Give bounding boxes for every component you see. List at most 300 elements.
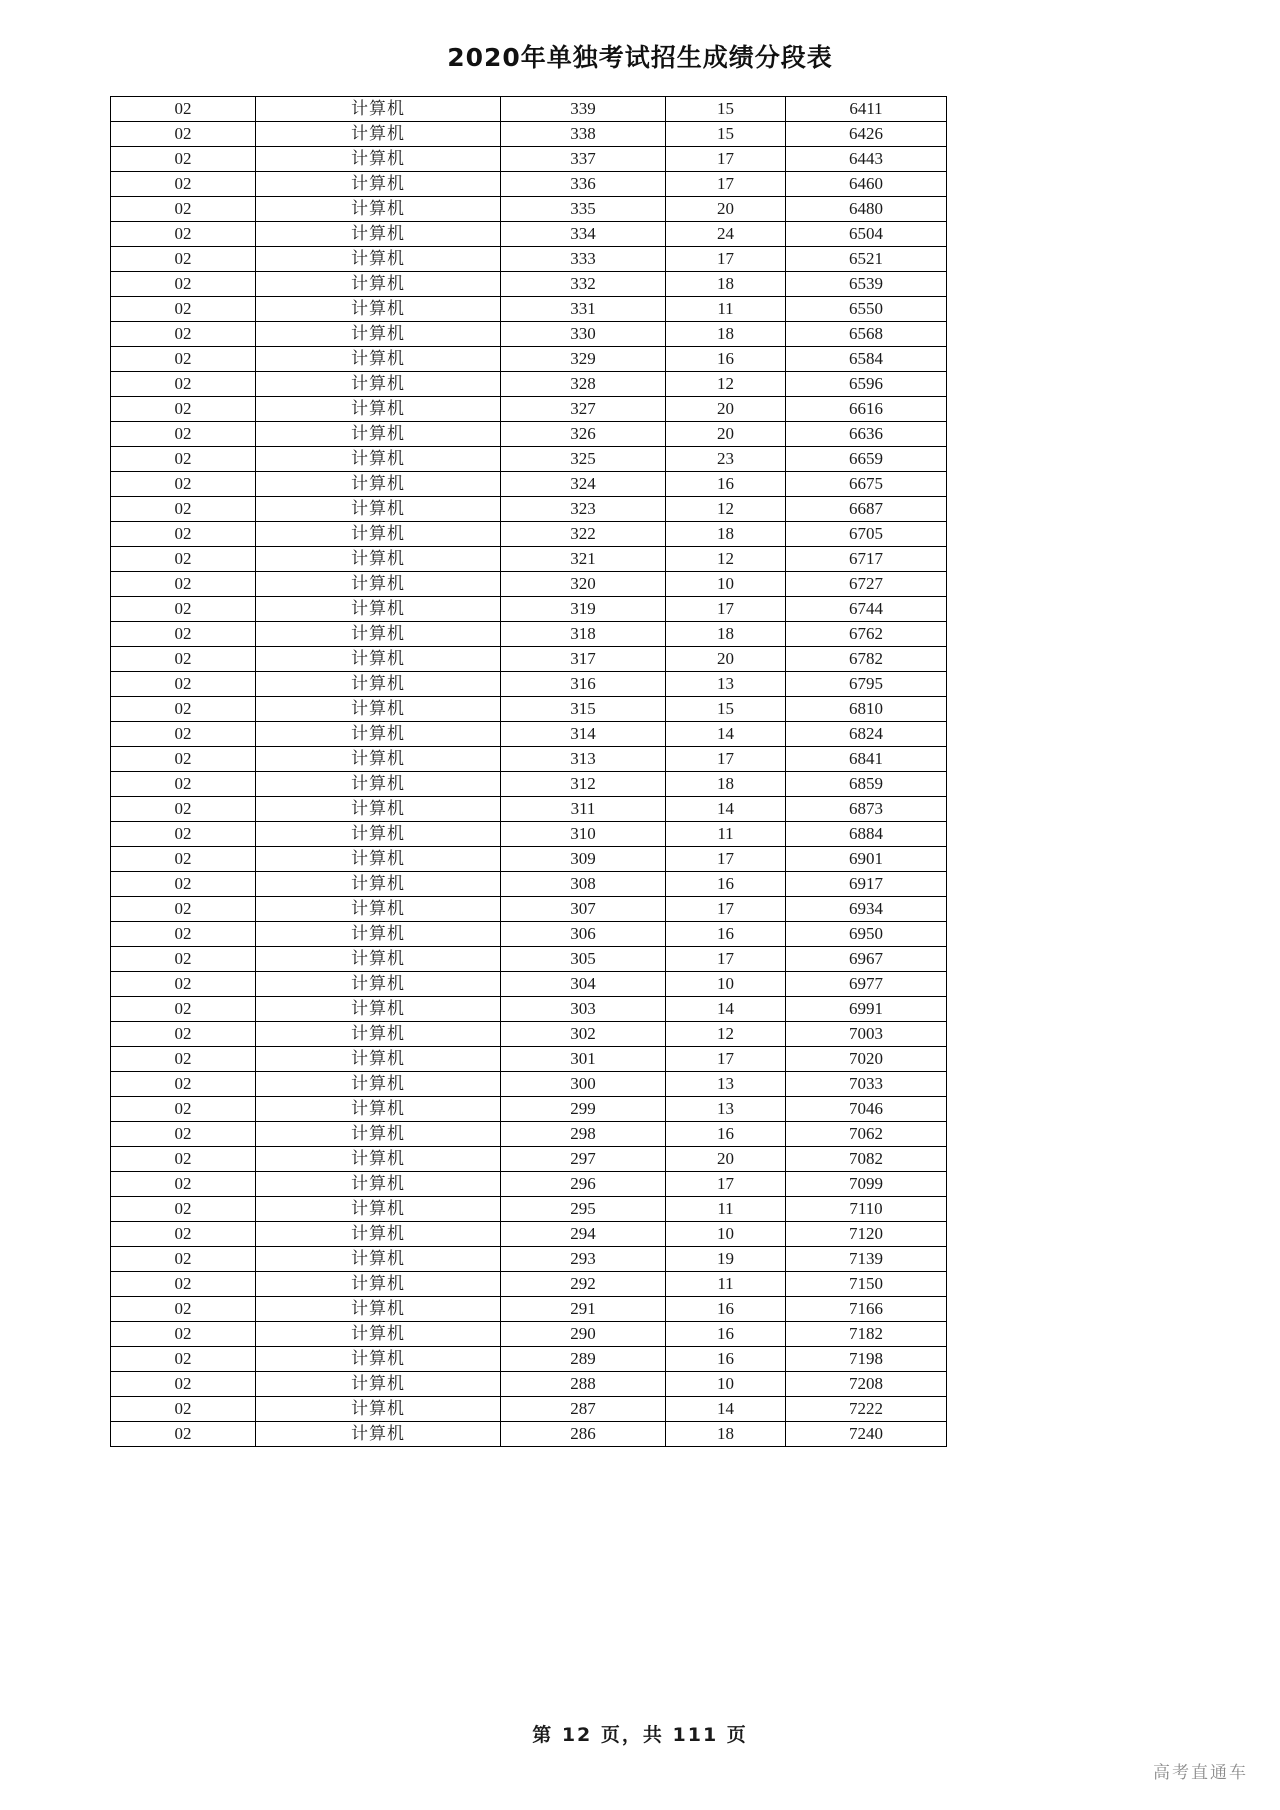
major-name-cell: 计算机 — [256, 697, 501, 722]
table-row — [111, 522, 947, 547]
major-name-cell: 计算机 — [256, 1347, 501, 1372]
major-name-cell: 计算机 — [256, 272, 501, 297]
score-cell: 333 — [501, 247, 666, 272]
table-row — [111, 1297, 947, 1322]
category-code-cell: 02 — [111, 1097, 256, 1122]
major-name-cell: 计算机 — [256, 247, 501, 272]
major-name-cell: 计算机 — [256, 997, 501, 1022]
score-cell: 310 — [501, 822, 666, 847]
table-row — [111, 1322, 947, 1347]
segment-count-cell: 14 — [666, 797, 786, 822]
major-name-cell: 计算机 — [256, 97, 501, 122]
table-row — [111, 1022, 947, 1047]
category-code-cell: 02 — [111, 197, 256, 222]
table-row — [111, 597, 947, 622]
category-code-cell: 02 — [111, 297, 256, 322]
cumulative-count-cell: 7062 — [786, 1122, 947, 1147]
category-code-cell: 02 — [111, 722, 256, 747]
table-row — [111, 1197, 947, 1222]
major-name-cell: 计算机 — [256, 897, 501, 922]
category-code-cell: 02 — [111, 447, 256, 472]
score-table-container — [110, 96, 946, 1447]
cumulative-count-cell: 6873 — [786, 797, 947, 822]
segment-count-cell: 16 — [666, 1297, 786, 1322]
cumulative-count-cell: 6884 — [786, 822, 947, 847]
score-cell: 314 — [501, 722, 666, 747]
score-cell: 289 — [501, 1347, 666, 1372]
cumulative-count-cell: 6824 — [786, 722, 947, 747]
score-cell: 334 — [501, 222, 666, 247]
major-name-cell: 计算机 — [256, 1222, 501, 1247]
category-code-cell: 02 — [111, 747, 256, 772]
segment-count-cell: 16 — [666, 1122, 786, 1147]
score-cell: 331 — [501, 297, 666, 322]
score-cell: 293 — [501, 1247, 666, 1272]
segment-count-cell: 11 — [666, 822, 786, 847]
category-code-cell: 02 — [111, 847, 256, 872]
cumulative-count-cell: 7033 — [786, 1072, 947, 1097]
major-name-cell: 计算机 — [256, 372, 501, 397]
table-row — [111, 172, 947, 197]
segment-count-cell: 17 — [666, 1047, 786, 1072]
segment-count-cell: 20 — [666, 647, 786, 672]
segment-count-cell: 15 — [666, 97, 786, 122]
table-row — [111, 1047, 947, 1072]
table-row — [111, 1397, 947, 1422]
score-cell: 329 — [501, 347, 666, 372]
table-row — [111, 672, 947, 697]
category-code-cell: 02 — [111, 622, 256, 647]
major-name-cell: 计算机 — [256, 1097, 501, 1122]
category-code-cell: 02 — [111, 172, 256, 197]
score-cell: 319 — [501, 597, 666, 622]
segment-count-cell: 14 — [666, 722, 786, 747]
cumulative-count-cell: 6950 — [786, 922, 947, 947]
score-cell: 298 — [501, 1122, 666, 1147]
page-footer: 第 12 页，共 111 页 — [532, 1724, 748, 1746]
table-row — [111, 1347, 947, 1372]
segment-count-cell: 17 — [666, 947, 786, 972]
category-code-cell: 02 — [111, 247, 256, 272]
score-cell: 325 — [501, 447, 666, 472]
score-cell: 323 — [501, 497, 666, 522]
major-name-cell: 计算机 — [256, 447, 501, 472]
category-code-cell: 02 — [111, 647, 256, 672]
table-row — [111, 1122, 947, 1147]
score-cell: 315 — [501, 697, 666, 722]
major-name-cell: 计算机 — [256, 1397, 501, 1422]
table-row — [111, 147, 947, 172]
cumulative-count-cell: 6859 — [786, 772, 947, 797]
table-row — [111, 797, 947, 822]
major-name-cell: 计算机 — [256, 322, 501, 347]
cumulative-count-cell: 6977 — [786, 972, 947, 997]
category-code-cell: 02 — [111, 572, 256, 597]
cumulative-count-cell: 6426 — [786, 122, 947, 147]
category-code-cell: 02 — [111, 1222, 256, 1247]
major-name-cell: 计算机 — [256, 747, 501, 772]
score-cell: 308 — [501, 872, 666, 897]
table-row — [111, 947, 947, 972]
segment-count-cell: 10 — [666, 972, 786, 997]
category-code-cell: 02 — [111, 422, 256, 447]
cumulative-count-cell: 7166 — [786, 1297, 947, 1322]
major-name-cell: 计算机 — [256, 622, 501, 647]
segment-count-cell: 10 — [666, 1372, 786, 1397]
category-code-cell: 02 — [111, 1247, 256, 1272]
segment-count-cell: 17 — [666, 1172, 786, 1197]
table-row — [111, 372, 947, 397]
score-cell: 291 — [501, 1297, 666, 1322]
table-row — [111, 122, 947, 147]
major-name-cell: 计算机 — [256, 772, 501, 797]
table-row — [111, 847, 947, 872]
category-code-cell: 02 — [111, 972, 256, 997]
cumulative-count-cell: 7182 — [786, 1322, 947, 1347]
table-row — [111, 547, 947, 572]
category-code-cell: 02 — [111, 1272, 256, 1297]
cumulative-count-cell: 6727 — [786, 572, 947, 597]
score-cell: 311 — [501, 797, 666, 822]
major-name-cell: 计算机 — [256, 1272, 501, 1297]
table-row — [111, 897, 947, 922]
table-row — [111, 97, 947, 122]
cumulative-count-cell: 6934 — [786, 897, 947, 922]
major-name-cell: 计算机 — [256, 672, 501, 697]
category-code-cell: 02 — [111, 1347, 256, 1372]
major-name-cell: 计算机 — [256, 147, 501, 172]
major-name-cell: 计算机 — [256, 1422, 501, 1447]
major-name-cell: 计算机 — [256, 1372, 501, 1397]
category-code-cell: 02 — [111, 1397, 256, 1422]
watermark-label: 高考直通车 — [1153, 1763, 1248, 1783]
major-name-cell: 计算机 — [256, 797, 501, 822]
cumulative-count-cell: 7020 — [786, 1047, 947, 1072]
table-row — [111, 622, 947, 647]
table-row — [111, 997, 947, 1022]
score-cell: 326 — [501, 422, 666, 447]
cumulative-count-cell: 6480 — [786, 197, 947, 222]
category-code-cell: 02 — [111, 772, 256, 797]
category-code-cell: 02 — [111, 147, 256, 172]
major-name-cell: 计算机 — [256, 847, 501, 872]
category-code-cell: 02 — [111, 522, 256, 547]
category-code-cell: 02 — [111, 272, 256, 297]
major-name-cell: 计算机 — [256, 1172, 501, 1197]
score-cell: 287 — [501, 1397, 666, 1422]
table-row — [111, 1272, 947, 1297]
category-code-cell: 02 — [111, 547, 256, 572]
cumulative-count-cell: 7082 — [786, 1147, 947, 1172]
score-cell: 297 — [501, 1147, 666, 1172]
table-row — [111, 772, 947, 797]
major-name-cell: 计算机 — [256, 422, 501, 447]
table-row — [111, 1222, 947, 1247]
cumulative-count-cell: 6584 — [786, 347, 947, 372]
segment-count-cell: 12 — [666, 1022, 786, 1047]
cumulative-count-cell: 6687 — [786, 497, 947, 522]
segment-count-cell: 17 — [666, 247, 786, 272]
table-row — [111, 647, 947, 672]
score-cell: 339 — [501, 97, 666, 122]
category-code-cell: 02 — [111, 372, 256, 397]
category-code-cell: 02 — [111, 797, 256, 822]
cumulative-count-cell: 6460 — [786, 172, 947, 197]
major-name-cell: 计算机 — [256, 397, 501, 422]
score-cell: 302 — [501, 1022, 666, 1047]
segment-count-cell: 24 — [666, 222, 786, 247]
cumulative-count-cell: 7150 — [786, 1272, 947, 1297]
major-name-cell: 计算机 — [256, 647, 501, 672]
table-row — [111, 222, 947, 247]
table-row — [111, 822, 947, 847]
cumulative-count-cell: 7198 — [786, 1347, 947, 1372]
table-row — [111, 472, 947, 497]
score-cell: 312 — [501, 772, 666, 797]
major-name-cell: 计算机 — [256, 822, 501, 847]
score-cell: 313 — [501, 747, 666, 772]
cumulative-count-cell: 6521 — [786, 247, 947, 272]
major-name-cell: 计算机 — [256, 722, 501, 747]
cumulative-count-cell: 6659 — [786, 447, 947, 472]
major-name-cell: 计算机 — [256, 1122, 501, 1147]
major-name-cell: 计算机 — [256, 1147, 501, 1172]
segment-count-cell: 20 — [666, 397, 786, 422]
table-row — [111, 247, 947, 272]
score-cell: 322 — [501, 522, 666, 547]
segment-count-cell: 19 — [666, 1247, 786, 1272]
major-name-cell: 计算机 — [256, 597, 501, 622]
cumulative-count-cell: 6550 — [786, 297, 947, 322]
cumulative-count-cell: 7120 — [786, 1222, 947, 1247]
table-row — [111, 697, 947, 722]
segment-count-cell: 14 — [666, 997, 786, 1022]
segment-count-cell: 18 — [666, 622, 786, 647]
table-row — [111, 497, 947, 522]
category-code-cell: 02 — [111, 1122, 256, 1147]
major-name-cell: 计算机 — [256, 472, 501, 497]
score-cell: 321 — [501, 547, 666, 572]
segment-count-cell: 10 — [666, 572, 786, 597]
score-cell: 290 — [501, 1322, 666, 1347]
segment-count-cell: 11 — [666, 1197, 786, 1222]
score-cell: 309 — [501, 847, 666, 872]
score-cell: 317 — [501, 647, 666, 672]
cumulative-count-cell: 7110 — [786, 1197, 947, 1222]
table-row — [111, 972, 947, 997]
cumulative-count-cell: 6717 — [786, 547, 947, 572]
major-name-cell: 计算机 — [256, 547, 501, 572]
segment-count-cell: 12 — [666, 372, 786, 397]
segment-count-cell: 18 — [666, 322, 786, 347]
score-cell: 330 — [501, 322, 666, 347]
category-code-cell: 02 — [111, 597, 256, 622]
segment-count-cell: 11 — [666, 297, 786, 322]
major-name-cell: 计算机 — [256, 572, 501, 597]
segment-count-cell: 20 — [666, 1147, 786, 1172]
major-name-cell: 计算机 — [256, 1072, 501, 1097]
category-code-cell: 02 — [111, 122, 256, 147]
category-code-cell: 02 — [111, 322, 256, 347]
category-code-cell: 02 — [111, 1322, 256, 1347]
cumulative-count-cell: 6841 — [786, 747, 947, 772]
major-name-cell: 计算机 — [256, 1322, 501, 1347]
major-name-cell: 计算机 — [256, 972, 501, 997]
category-code-cell: 02 — [111, 822, 256, 847]
cumulative-count-cell: 6810 — [786, 697, 947, 722]
cumulative-count-cell: 7222 — [786, 1397, 947, 1422]
cumulative-count-cell: 6568 — [786, 322, 947, 347]
category-code-cell: 02 — [111, 1297, 256, 1322]
score-cell: 304 — [501, 972, 666, 997]
category-code-cell: 02 — [111, 1172, 256, 1197]
score-cell: 336 — [501, 172, 666, 197]
major-name-cell: 计算机 — [256, 1247, 501, 1272]
score-cell: 296 — [501, 1172, 666, 1197]
score-cell: 337 — [501, 147, 666, 172]
segment-count-cell: 13 — [666, 672, 786, 697]
category-code-cell: 02 — [111, 947, 256, 972]
cumulative-count-cell: 6782 — [786, 647, 947, 672]
segment-count-cell: 20 — [666, 197, 786, 222]
table-row — [111, 297, 947, 322]
major-name-cell: 计算机 — [256, 922, 501, 947]
score-cell: 292 — [501, 1272, 666, 1297]
category-code-cell: 02 — [111, 1047, 256, 1072]
category-code-cell: 02 — [111, 222, 256, 247]
cumulative-count-cell: 7208 — [786, 1372, 947, 1397]
segment-count-cell: 17 — [666, 897, 786, 922]
table-row — [111, 1422, 947, 1447]
cumulative-count-cell: 7139 — [786, 1247, 947, 1272]
segment-count-cell: 17 — [666, 597, 786, 622]
major-name-cell: 计算机 — [256, 122, 501, 147]
score-cell: 303 — [501, 997, 666, 1022]
table-row — [111, 1172, 947, 1197]
score-cell: 299 — [501, 1097, 666, 1122]
category-code-cell: 02 — [111, 1022, 256, 1047]
segment-count-cell: 18 — [666, 272, 786, 297]
cumulative-count-cell: 6411 — [786, 97, 947, 122]
page-title: 2020年单独考试招生成绩分段表 — [447, 43, 833, 72]
cumulative-count-cell: 6762 — [786, 622, 947, 647]
major-name-cell: 计算机 — [256, 947, 501, 972]
cumulative-count-cell: 6675 — [786, 472, 947, 497]
segment-count-cell: 12 — [666, 547, 786, 572]
table-row — [111, 872, 947, 897]
category-code-cell: 02 — [111, 397, 256, 422]
table-row — [111, 197, 947, 222]
table-row — [111, 1097, 947, 1122]
table-row — [111, 322, 947, 347]
score-cell: 294 — [501, 1222, 666, 1247]
score-cell: 301 — [501, 1047, 666, 1072]
segment-count-cell: 17 — [666, 147, 786, 172]
score-cell: 324 — [501, 472, 666, 497]
segment-count-cell: 12 — [666, 497, 786, 522]
table-row — [111, 1372, 947, 1397]
score-cell: 332 — [501, 272, 666, 297]
category-code-cell: 02 — [111, 872, 256, 897]
score-cell: 328 — [501, 372, 666, 397]
category-code-cell: 02 — [111, 897, 256, 922]
segment-count-cell: 23 — [666, 447, 786, 472]
segment-count-cell: 13 — [666, 1072, 786, 1097]
cumulative-count-cell: 6795 — [786, 672, 947, 697]
cumulative-count-cell: 6596 — [786, 372, 947, 397]
major-name-cell: 计算机 — [256, 497, 501, 522]
segment-count-cell: 18 — [666, 1422, 786, 1447]
segment-count-cell: 15 — [666, 697, 786, 722]
cumulative-count-cell: 6967 — [786, 947, 947, 972]
major-name-cell: 计算机 — [256, 872, 501, 897]
category-code-cell: 02 — [111, 97, 256, 122]
major-name-cell: 计算机 — [256, 197, 501, 222]
score-cell: 307 — [501, 897, 666, 922]
cumulative-count-cell: 7046 — [786, 1097, 947, 1122]
major-name-cell: 计算机 — [256, 1297, 501, 1322]
segment-count-cell: 17 — [666, 172, 786, 197]
category-code-cell: 02 — [111, 1422, 256, 1447]
score-cell: 338 — [501, 122, 666, 147]
score-cell: 327 — [501, 397, 666, 422]
category-code-cell: 02 — [111, 672, 256, 697]
category-code-cell: 02 — [111, 697, 256, 722]
cumulative-count-cell: 6616 — [786, 397, 947, 422]
segment-count-cell: 18 — [666, 522, 786, 547]
segment-count-cell: 13 — [666, 1097, 786, 1122]
score-cell: 300 — [501, 1072, 666, 1097]
score-cell: 318 — [501, 622, 666, 647]
score-table-body — [111, 97, 947, 1447]
category-code-cell: 02 — [111, 347, 256, 372]
category-code-cell: 02 — [111, 1197, 256, 1222]
segment-count-cell: 10 — [666, 1222, 786, 1247]
major-name-cell: 计算机 — [256, 347, 501, 372]
table-row — [111, 1072, 947, 1097]
score-cell: 305 — [501, 947, 666, 972]
category-code-cell: 02 — [111, 922, 256, 947]
score-cell: 295 — [501, 1197, 666, 1222]
cumulative-count-cell: 6504 — [786, 222, 947, 247]
cumulative-count-cell: 7003 — [786, 1022, 947, 1047]
category-code-cell: 02 — [111, 472, 256, 497]
segment-count-cell: 16 — [666, 472, 786, 497]
table-row — [111, 447, 947, 472]
major-name-cell: 计算机 — [256, 172, 501, 197]
score-cell: 320 — [501, 572, 666, 597]
cumulative-count-cell: 6917 — [786, 872, 947, 897]
major-name-cell: 计算机 — [256, 1197, 501, 1222]
table-row — [111, 747, 947, 772]
segment-count-cell: 11 — [666, 1272, 786, 1297]
segment-count-cell: 15 — [666, 122, 786, 147]
major-name-cell: 计算机 — [256, 297, 501, 322]
table-row — [111, 397, 947, 422]
segment-count-cell: 16 — [666, 1347, 786, 1372]
category-code-cell: 02 — [111, 1372, 256, 1397]
segment-count-cell: 17 — [666, 847, 786, 872]
segment-count-cell: 16 — [666, 347, 786, 372]
major-name-cell: 计算机 — [256, 522, 501, 547]
cumulative-count-cell: 6539 — [786, 272, 947, 297]
table-row — [111, 347, 947, 372]
segment-count-cell: 17 — [666, 747, 786, 772]
segment-count-cell: 18 — [666, 772, 786, 797]
major-name-cell: 计算机 — [256, 222, 501, 247]
category-code-cell: 02 — [111, 997, 256, 1022]
major-name-cell: 计算机 — [256, 1047, 501, 1072]
